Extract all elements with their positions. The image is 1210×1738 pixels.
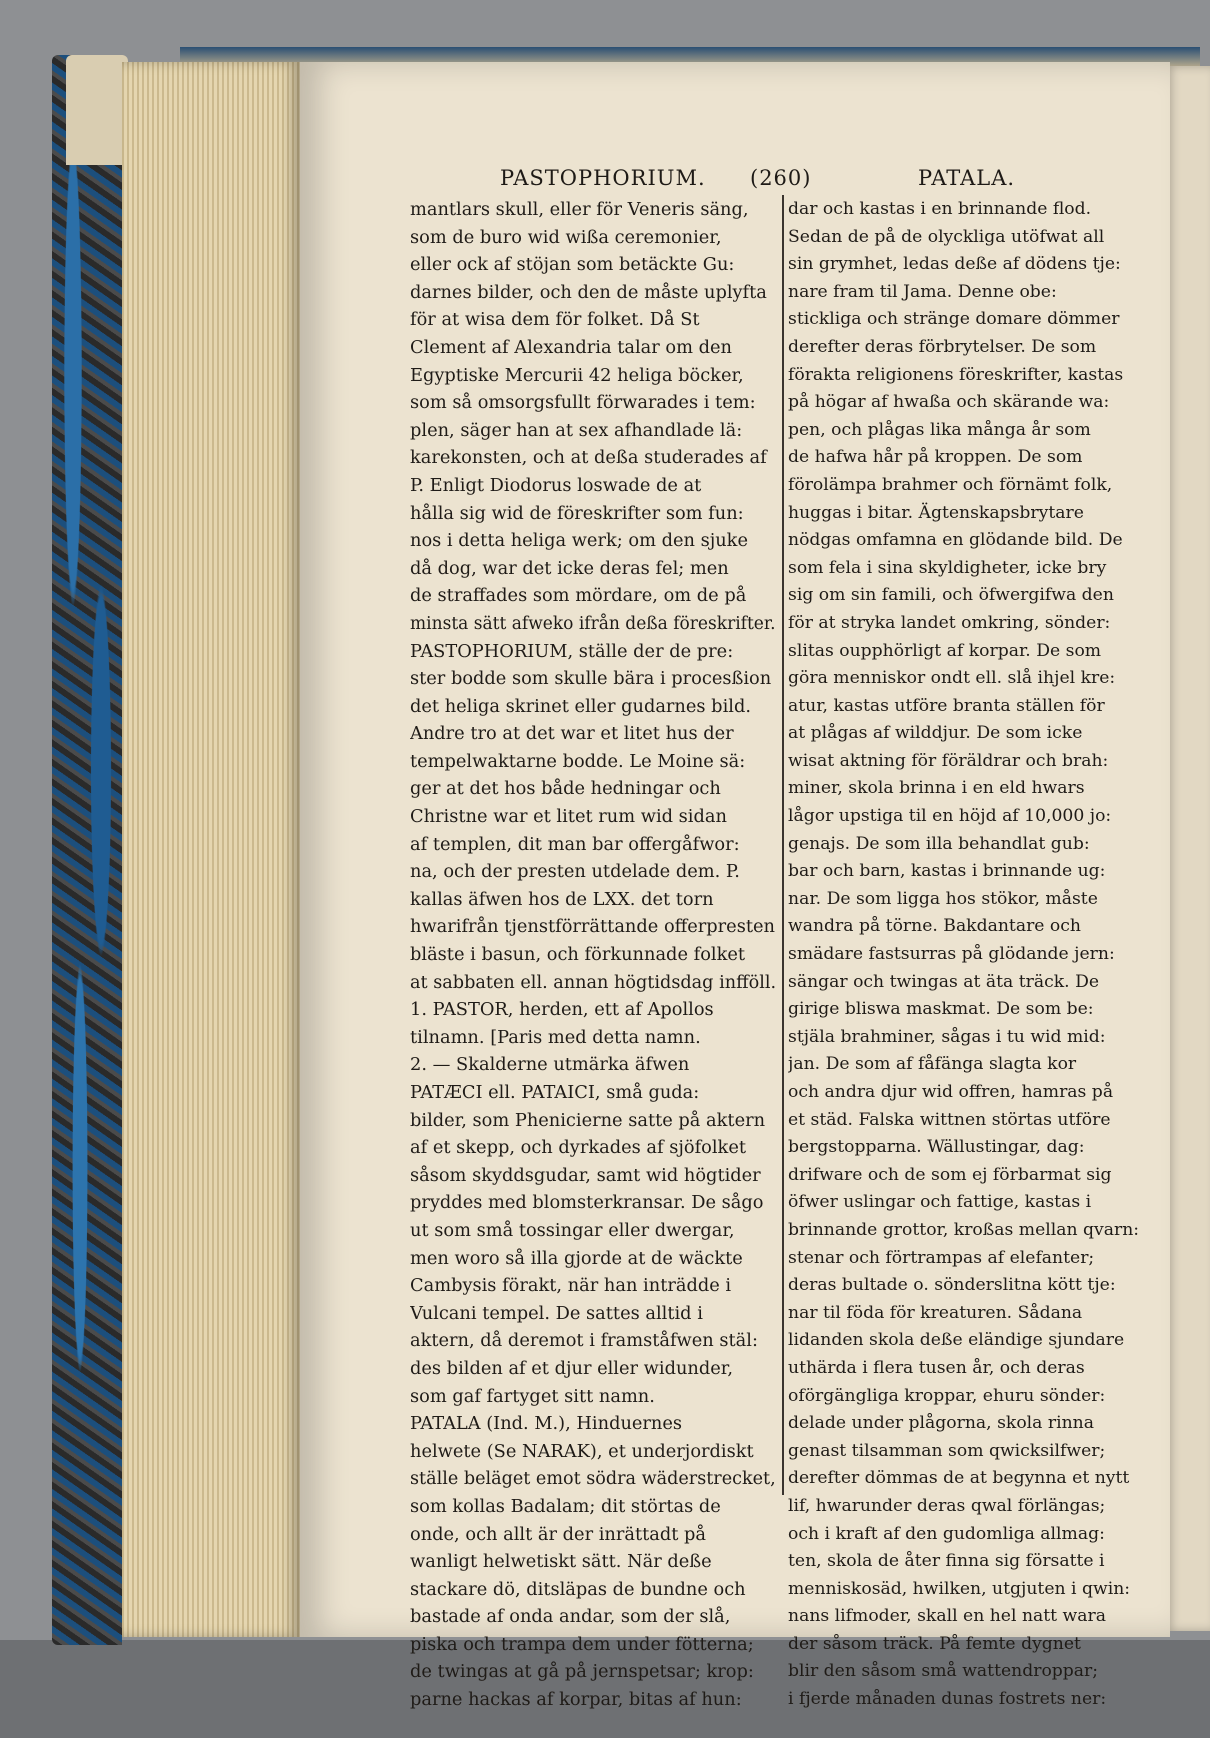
text-line: Clement af Alexandria talar om den	[410, 336, 732, 358]
text-line: som de buro wid wißa ceremonier,	[410, 226, 722, 248]
text-line: PATÆCI ell. PATAICI, små guda:	[410, 1082, 700, 1103]
text-line: slitas oupphörligt af korpar. De som	[788, 640, 1102, 661]
page-edges	[122, 62, 300, 1637]
text-line: bastade af onda andar, som der slå,	[410, 1606, 731, 1628]
text-line: Vulcani tempel. De sattes alltid i	[410, 1302, 703, 1324]
text-line: aktern, då deremot i framståfwen stäl:	[410, 1330, 758, 1352]
text-line: menniskosäd, hwilken, utgjuten i qwin:	[788, 1578, 1131, 1599]
text-line: göra menniskor ondt ell. slå ihjel kre:	[788, 668, 1116, 689]
text-line: smädare fastsurras på glödande jern:	[788, 944, 1115, 965]
text-line: bergstopparna. Wällustingar, dag:	[788, 1137, 1085, 1158]
text-line: PASTOPHORIUM, ställe der de pre:	[410, 640, 734, 662]
text-line: hålla sig wid de föreskrifter som fun:	[410, 502, 744, 524]
text-line: pryddes med blomsterkransar. De sågo	[410, 1192, 764, 1214]
text-line: bläste i basun, och förkunnade folket	[410, 944, 746, 966]
text-line: der såsom träck. På femte dygnet	[788, 1633, 1081, 1654]
text-line: stjäla brahminer, sågas i tu wid mid:	[788, 1026, 1106, 1047]
text-line: karekonsten, och at deßa studerades af	[410, 447, 767, 469]
text-line: eller ock af stöjan som betäckte Gu:	[410, 254, 735, 276]
text-line: mantlars skull, eller för Veneris säng,	[410, 199, 749, 220]
marbled-book-cover	[52, 55, 122, 1645]
text-line: för at wisa dem för folket. Då St	[410, 309, 700, 331]
text-line: i fjerde månaden dunas fostrets ner:	[788, 1689, 1107, 1710]
cover-corner	[66, 55, 128, 165]
text-line: nar til föda för kreaturen. Sådana	[788, 1302, 1083, 1323]
text-line: stackare dö, ditsläpas de bundne och	[410, 1578, 746, 1600]
text-line: wisat aktning för föräldrar och brah:	[788, 750, 1109, 771]
text-line: genast tilsamman som qwicksilfwer;	[788, 1440, 1106, 1461]
text-line: Egyptiske Mercurii 42 heliga böcker,	[410, 364, 744, 386]
text-line: huggas i bitar. Ägtenskapsbrytare	[788, 502, 1084, 523]
column-divider	[782, 195, 784, 1495]
text-line: deras bultade o. sönderslitna kött tje:	[788, 1275, 1116, 1296]
text-line: förakta religionens föreskrifter, kastas	[788, 364, 1124, 385]
text-line: delade under plågorna, skola rinna	[788, 1413, 1094, 1434]
text-line: genajs. De som illa behandlat gub:	[788, 833, 1090, 854]
text-line: ten, skola de åter finna sig försatte i	[788, 1551, 1105, 1572]
text-line: stickliga och stränge domare dömmer	[788, 309, 1120, 330]
text-line: Sedan de på de olyckliga utöfwat all	[788, 226, 1105, 247]
text-line: tilnamn. [Paris med detta namn.	[410, 1026, 701, 1048]
text-line: och andra djur wid offren, hamras på	[788, 1082, 1114, 1102]
text-line: brinnande grottor, kroßas mellan qvarn:	[788, 1219, 1140, 1240]
text-line: hwarifrån tjenstförrättande offerpresten	[410, 916, 775, 938]
text-line: minsta sätt afweko ifrån deßa föreskrifter.	[410, 612, 776, 634]
text-line: de hafwa hår på kroppen. De som	[788, 447, 1083, 468]
text-line: girige bliswa maskmat. De som be:	[788, 999, 1094, 1020]
text-line: onde, och allt är der inrättadt på	[410, 1523, 707, 1545]
text-line: oförgängliga kroppar, ehuru sönder:	[788, 1385, 1106, 1406]
text-line: miner, skola brinna i en eld hwars	[788, 778, 1085, 799]
text-line: sängar och twingas at äta träck. De	[788, 971, 1100, 992]
text-line: nar. De som ligga hos stökor, måste	[788, 888, 1098, 909]
text-line: sin grymhet, ledas deße af dödens tje:	[788, 254, 1121, 275]
text-line: darnes bilder, och den de måste uplyfta	[410, 281, 767, 303]
text-line: PATALA (Ind. M.), Hinduernes	[410, 1413, 683, 1435]
text-line: 1. PASTOR, herden, ett af Apollos	[410, 999, 714, 1021]
text-line: sig om sin famili, och öfwergifwa den	[788, 585, 1114, 606]
text-line: derefter deras förbrytelser. De som	[788, 336, 1097, 357]
text-line: at sabbaten ell. annan högtidsdag infföll.	[410, 971, 777, 993]
text-line: då dog, war det icke deras fel; men	[410, 557, 729, 579]
text-line: som fela i sina skyldigheter, icke bry	[788, 557, 1107, 578]
text-line: na, och der presten utdelade dem. P.	[410, 861, 740, 883]
text-line: pen, och plågas lika många år som	[788, 419, 1091, 440]
text-line: tempelwaktarne bodde. Le Moine sä:	[410, 750, 746, 772]
text-line: som kollas Badalam; dit störtas de	[410, 1495, 721, 1517]
text-line: det heliga skrinet eller gudarnes bild.	[410, 695, 751, 717]
running-head-right: PATALA.	[918, 166, 1016, 190]
text-line: wanligt helwetiskt sätt. När deße	[410, 1551, 712, 1573]
text-line: stenar och förtrampas af elefanter;	[788, 1247, 1095, 1268]
text-line: de twingas at gå på jernspetsar; krop:	[410, 1661, 754, 1683]
text-line: nare fram til Jama. Denne obe:	[788, 281, 1057, 302]
text-line: P. Enligt Diodorus loswade de at	[410, 474, 702, 496]
text-line: dar och kastas i en brinnande flod.	[788, 199, 1092, 219]
text-line: ut som små tossingar eller dwergar,	[410, 1219, 735, 1241]
text-line: öfwer uslingar och fattige, kastas i	[788, 1192, 1092, 1213]
text-line: lif, hwarunder deras qwal förlängas;	[788, 1495, 1106, 1516]
text-line: af templen, dit man bar offergåfwor:	[410, 833, 740, 855]
page-number: (260)	[750, 166, 812, 190]
text-line: jan. De som af fåfänga slagta kor	[788, 1054, 1077, 1075]
text-line: ster bodde som skulle bära i procesßion	[410, 668, 772, 690]
text-line: kallas äfwen hos de LXX. det torn	[410, 888, 714, 910]
text-line: 2. — Skalderne utmärka äfwen	[410, 1054, 690, 1076]
right-text-column	[788, 196, 1160, 1714]
text-line: atur, kastas utföre branta ställen för	[788, 695, 1105, 716]
text-line: helwete (Se NARAK), et underjordiskt	[410, 1440, 754, 1462]
text-line: af et skepp, och dyrkades af sjöfolket	[410, 1137, 746, 1159]
text-line: et städ. Falska wittnen störtas utföre	[788, 1109, 1111, 1130]
text-line: plen, säger han at sex afhandlade lä:	[410, 419, 743, 441]
text-line: derefter dömmas de at begynna et nytt	[788, 1468, 1130, 1489]
text-line: parne hackas af korpar, bitas af hun:	[410, 1689, 742, 1711]
text-line: lågor upstiga til en höjd af 10,000 jo:	[788, 806, 1112, 827]
text-line: blir den såsom små wattendroppar;	[788, 1661, 1099, 1682]
text-line: drifware och de som ej förbarmat sig	[788, 1164, 1112, 1185]
text-line: Cambysis förakt, när han inträdde i	[410, 1275, 732, 1297]
text-line: som så omsorgsfullt förwarades i tem:	[410, 392, 756, 414]
text-line: Andre tro at det war et litet hus der	[410, 723, 734, 745]
text-line: piska och trampa dem under fötterna;	[410, 1633, 754, 1655]
text-line: at plågas af wilddjur. De som icke	[788, 723, 1083, 744]
text-line: förolämpa brahmer och förnämt folk,	[788, 474, 1113, 495]
running-head-left: PASTOPHORIUM.	[500, 166, 706, 190]
text-line: Christne war et litet rum wid sidan	[410, 806, 727, 828]
facing-page-edge	[1165, 66, 1210, 1631]
text-line: de straffades som mördare, om de på	[410, 585, 747, 607]
text-line: nödgas omfamna en glödande bild. De	[788, 530, 1123, 551]
text-line: ger at det hos både hedningar och	[410, 778, 721, 800]
text-line: uthärda i flera tusen år, och deras	[788, 1357, 1085, 1378]
text-line: såsom skyddsgudar, samt wid högtider	[410, 1164, 761, 1186]
text-line: nos i detta heliga werk; om den sjuke	[410, 530, 748, 552]
text-line: på högar af hwaßa och skärande wa:	[788, 392, 1110, 413]
text-line: men woro så illa gjorde at de wäckte	[410, 1247, 743, 1269]
text-line: lidanden skola deße eländige sjundare	[788, 1330, 1125, 1351]
text-line: för at stryka landet omkring, sönder:	[788, 612, 1111, 633]
text-line: wandra på törne. Bakdantare och	[788, 916, 1081, 937]
text-line: des bilden af et djur eller widunder,	[410, 1357, 733, 1379]
text-line: ställe beläget emot södra wäderstrecket,	[410, 1468, 776, 1490]
text-line: och i kraft af den gudomliga allmag:	[788, 1523, 1105, 1544]
text-line: nans lifmoder, skall en hel natt wara	[788, 1606, 1106, 1627]
left-text-column	[410, 196, 776, 1714]
text-line: bilder, som Phenicierne satte på aktern	[410, 1109, 766, 1131]
text-line: bar och barn, kastas i brinnande ug:	[788, 861, 1106, 882]
text-line: som gaf fartyget sitt namn.	[410, 1385, 655, 1407]
